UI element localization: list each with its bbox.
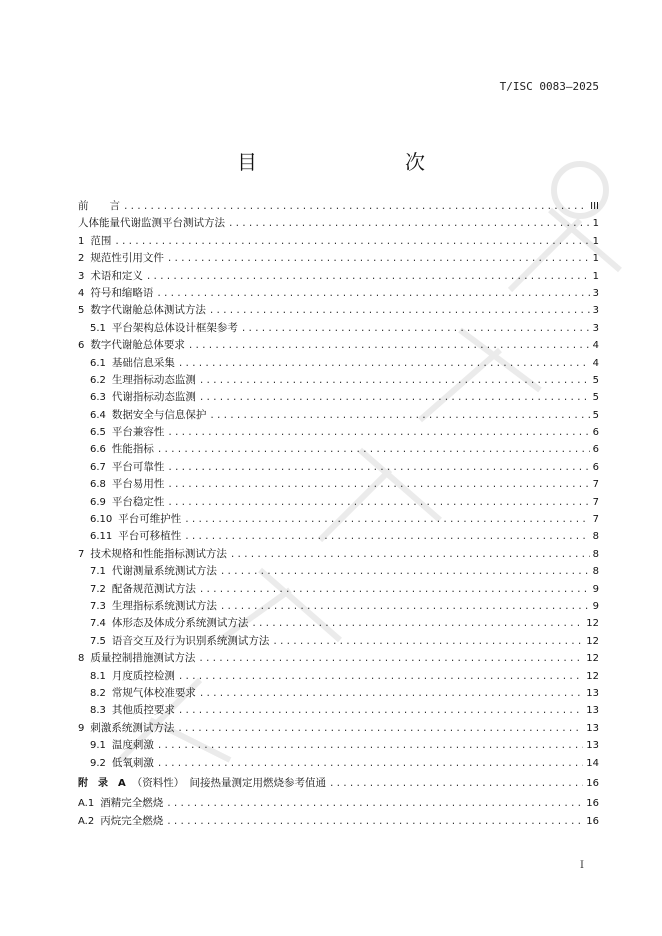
toc-entry-number: 6 <box>78 340 85 352</box>
toc-entry-page: 12 <box>586 670 599 682</box>
toc-leader-dots <box>157 738 583 755</box>
toc-leader-dots <box>123 199 587 216</box>
toc-entry-title: 规范性引用文件 <box>90 252 164 265</box>
toc-entry-number: 6.8 <box>90 479 106 491</box>
toc-entry-title: 平台可移植性 <box>118 530 182 543</box>
toc-entry-page: 1 <box>592 235 599 247</box>
toc-entry-title: 酒精完全燃烧 <box>100 797 164 810</box>
toc-entry[interactable] <box>78 511 599 528</box>
toc-entry-title: 性能指标 <box>111 443 154 456</box>
toc-entry[interactable] <box>78 633 599 650</box>
toc-entry-title: 月度质控检测 <box>111 669 175 682</box>
toc-entry-title: （资料性） 间接热量测定用燃烧参考值通 <box>131 776 326 789</box>
toc-entry-page: 4 <box>592 340 599 352</box>
toc-entry-number: 7.5 <box>90 635 106 647</box>
toc-leader-dots <box>157 756 583 773</box>
toc-entry-page: 1 <box>592 253 599 265</box>
toc-entry-page: 13 <box>586 722 599 734</box>
toc-entry[interactable] <box>78 285 599 302</box>
toc-entry-page: 16 <box>586 798 599 810</box>
toc-entry-number: 7.2 <box>90 583 106 595</box>
toc-entry[interactable] <box>78 320 599 337</box>
table-of-contents <box>78 198 599 830</box>
toc-entry-number: 9.1 <box>90 740 106 752</box>
toc-leader-dots <box>209 408 589 425</box>
toc-entry-title: 平台易用性 <box>111 478 165 491</box>
toc-entry-page: 12 <box>586 635 599 647</box>
toc-entry-number: A.1 <box>78 798 95 810</box>
toc-entry[interactable] <box>78 813 599 830</box>
toc-entry[interactable] <box>78 268 599 285</box>
toc-entry-page: 3 <box>592 287 599 299</box>
toc-entry-page: 4 <box>592 357 599 369</box>
toc-entry-page: 9 <box>592 583 599 595</box>
toc-entry-page: 6 <box>592 444 599 456</box>
toc-entry-number: 附 录 A <box>78 777 126 789</box>
toc-entry-page: 7 <box>592 496 599 508</box>
toc-entry-number: 7.3 <box>90 600 106 612</box>
toc-entry-number: 6.11 <box>90 531 113 543</box>
toc-entry[interactable] <box>78 685 599 702</box>
toc-leader-dots <box>209 303 590 320</box>
toc-leader-dots <box>241 321 590 338</box>
toc-entry-number: 6.2 <box>90 374 106 386</box>
toc-leader-dots <box>146 269 590 286</box>
toc-entry-number: 6.10 <box>90 514 113 526</box>
toc-entry-number: 9 <box>78 722 85 734</box>
toc-leader-dots <box>156 286 589 303</box>
toc-entry[interactable] <box>78 441 599 458</box>
toc-entry-number: 8.2 <box>90 687 106 699</box>
toc-entry[interactable] <box>78 795 599 812</box>
toc-entry[interactable] <box>78 720 599 737</box>
toc-entry-number: 6.4 <box>90 409 106 421</box>
toc-entry-page: 8 <box>592 566 599 578</box>
toc-entry-page: 6 <box>592 427 599 439</box>
toc-entry[interactable] <box>78 563 599 580</box>
toc-entry-page: 9 <box>592 600 599 612</box>
toc-entry-title: 刺激系统测试方法 <box>90 721 175 734</box>
toc-leader-dots <box>184 512 589 529</box>
toc-leader-dots <box>199 373 590 390</box>
toc-entry-number: 7.4 <box>90 618 106 630</box>
toc-entry[interactable] <box>78 650 599 667</box>
toc-leader-dots <box>167 460 589 477</box>
toc-leader-dots <box>178 356 590 373</box>
toc-entry-number: 7 <box>78 548 85 560</box>
toc-leader-dots <box>220 564 590 581</box>
toc-entry-number: 6.3 <box>90 392 106 404</box>
toc-entry-title: 范围 <box>90 234 112 247</box>
toc-leader-dots <box>272 634 583 651</box>
toc-entry[interactable] <box>78 407 599 424</box>
toc-entry-title: 温度刺激 <box>111 739 154 752</box>
toc-entry-title: 平台兼容性 <box>111 426 165 439</box>
toc-leader-dots <box>220 599 590 616</box>
toc-leader-dots <box>178 703 583 720</box>
toc-entry-number: 7.1 <box>90 566 106 578</box>
toc-entry-title: 数字代谢舱总体测试方法 <box>90 304 206 317</box>
toc-entry-title: 符号和缩略语 <box>90 286 154 299</box>
toc-entry-page: 1 <box>592 218 599 230</box>
toc-leader-dots <box>114 234 589 251</box>
toc-entry-page: 16 <box>586 815 599 827</box>
toc-entry-page: 7 <box>592 514 599 526</box>
toc-entry-number: A.2 <box>78 815 95 827</box>
toc-leader-dots <box>166 814 583 831</box>
toc-entry-title: 平台可维护性 <box>118 513 182 526</box>
toc-leader-dots <box>329 776 583 793</box>
toc-entry-title: 技术规格和性能指标测试方法 <box>90 547 227 560</box>
toc-entry-title: 平台稳定性 <box>111 495 165 508</box>
toc-leader-dots <box>199 390 590 407</box>
toc-entry[interactable] <box>78 755 599 772</box>
toc-entry-number: 8 <box>78 653 85 665</box>
toc-entry[interactable] <box>78 302 599 319</box>
toc-leader-dots <box>167 477 589 494</box>
toc-leader-dots <box>177 721 583 738</box>
toc-entry[interactable] <box>78 476 599 493</box>
toc-entry-title: 生理指标系统测试方法 <box>111 599 217 612</box>
toc-entry-page: 3 <box>592 322 599 334</box>
toc-entry-number: 5.1 <box>90 322 106 334</box>
toc-entry-number: 8.3 <box>90 705 106 717</box>
toc-leader-dots <box>166 796 583 813</box>
toc-entry[interactable] <box>78 546 599 563</box>
toc-entry-title: 数字代谢舱总体要求 <box>90 339 185 352</box>
toc-entry-number: 6.9 <box>90 496 106 508</box>
toc-entry-title: 平台架构总体设计框架参考 <box>111 321 238 334</box>
toc-entry-number: 6.1 <box>90 357 106 369</box>
toc-leader-dots <box>157 442 590 459</box>
toc-entry-page: 8 <box>592 531 599 543</box>
toc-entry[interactable] <box>78 702 599 719</box>
toc-entry-page: 14 <box>586 757 599 769</box>
toc-entry-number: 1 <box>78 235 85 247</box>
toc-entry-number: 5 <box>78 305 85 317</box>
toc-leader-dots <box>199 582 590 599</box>
toc-entry[interactable] <box>78 198 599 215</box>
toc-entry-number: 6.5 <box>90 427 106 439</box>
page-title: 目 次 <box>237 150 461 174</box>
toc-entry-title: 数据安全与信息保护 <box>111 408 207 421</box>
toc-entry-page: 13 <box>586 740 599 752</box>
toc-entry-title: 体形态及体成分系统测试方法 <box>111 617 249 630</box>
toc-entry[interactable] <box>78 424 599 441</box>
toc-entry-number: 4 <box>78 287 85 299</box>
toc-entry-title: 平台可靠性 <box>111 460 165 473</box>
toc-entry-title: 质量控制措施测试方法 <box>90 652 196 665</box>
toc-entry-number: 2 <box>78 253 85 265</box>
toc-leader-dots <box>167 251 590 268</box>
toc-leader-dots <box>167 425 589 442</box>
toc-entry[interactable] <box>78 337 599 354</box>
toc-entry-title: 丙烷完全燃烧 <box>100 814 164 827</box>
toc-entry-page: 5 <box>592 409 599 421</box>
toc-entry[interactable] <box>78 737 599 754</box>
toc-leader-dots <box>188 338 590 355</box>
toc-entry-page: 5 <box>592 374 599 386</box>
toc-entry-page: 1 <box>592 270 599 282</box>
toc-entry-number: 8.1 <box>90 670 106 682</box>
toc-entry-title: 基础信息采集 <box>111 356 175 369</box>
page-number: I <box>580 860 584 871</box>
toc-entry-page: 13 <box>586 687 599 699</box>
toc-entry-title: 配备规范测试方法 <box>111 582 196 595</box>
toc-entry-title: 低氧刺激 <box>111 756 154 769</box>
toc-leader-dots <box>167 495 589 512</box>
toc-entry-number: 3 <box>78 270 85 282</box>
toc-entry-page: 16 <box>586 777 599 789</box>
toc-leader-dots <box>178 669 583 686</box>
toc-leader-dots <box>198 651 583 668</box>
toc-leader-dots <box>228 216 590 233</box>
toc-entry-page: III <box>590 201 599 212</box>
toc-entry-page: 12 <box>586 618 599 630</box>
toc-entry[interactable] <box>78 233 599 250</box>
toc-entry-title: 常规气体校准要求 <box>111 686 196 699</box>
document-code: T/ISC 0083—2025 <box>499 80 599 93</box>
toc-entry-title: 生理指标动态监测 <box>111 373 196 386</box>
toc-entry[interactable] <box>78 372 599 389</box>
toc-entry-number: 6.7 <box>90 461 106 473</box>
toc-entry[interactable] <box>78 775 599 792</box>
toc-entry-title: 其他质控要求 <box>111 704 175 717</box>
toc-entry-page: 5 <box>592 392 599 404</box>
toc-entry[interactable] <box>78 355 599 372</box>
toc-entry[interactable] <box>78 581 599 598</box>
toc-entry[interactable] <box>78 250 599 267</box>
toc-leader-dots <box>184 529 589 546</box>
toc-entry-page: 3 <box>592 305 599 317</box>
toc-entry-title: 语音交互及行为识别系统测试方法 <box>111 634 270 647</box>
toc-entry-number: 9.2 <box>90 757 106 769</box>
toc-entry-title: 代谢测量系统测试方法 <box>111 565 217 578</box>
toc-entry[interactable] <box>78 459 599 476</box>
toc-entry-title: 前 言 <box>78 200 120 212</box>
toc-entry[interactable] <box>78 668 599 685</box>
toc-entry-title: 代谢指标动态监测 <box>111 391 196 404</box>
toc-entry[interactable] <box>78 389 599 406</box>
toc-entry-title: 人体能量代谢监测平台测试方法 <box>78 217 225 230</box>
toc-entry-title: 术语和定义 <box>90 269 143 282</box>
toc-leader-dots <box>199 686 583 703</box>
toc-entry-page: 12 <box>586 653 599 665</box>
toc-entry[interactable] <box>78 494 599 511</box>
toc-entry-page: 8 <box>592 548 599 560</box>
toc-entry[interactable] <box>78 615 599 632</box>
toc-entry-page: 13 <box>586 705 599 717</box>
toc-entry-number: 6.6 <box>90 444 106 456</box>
toc-entry[interactable] <box>78 215 599 232</box>
toc-entry[interactable] <box>78 528 599 545</box>
toc-leader-dots <box>251 616 583 633</box>
toc-entry-page: 7 <box>592 479 599 491</box>
toc-entry[interactable] <box>78 598 599 615</box>
toc-entry-page: 6 <box>592 461 599 473</box>
toc-leader-dots <box>230 547 590 564</box>
